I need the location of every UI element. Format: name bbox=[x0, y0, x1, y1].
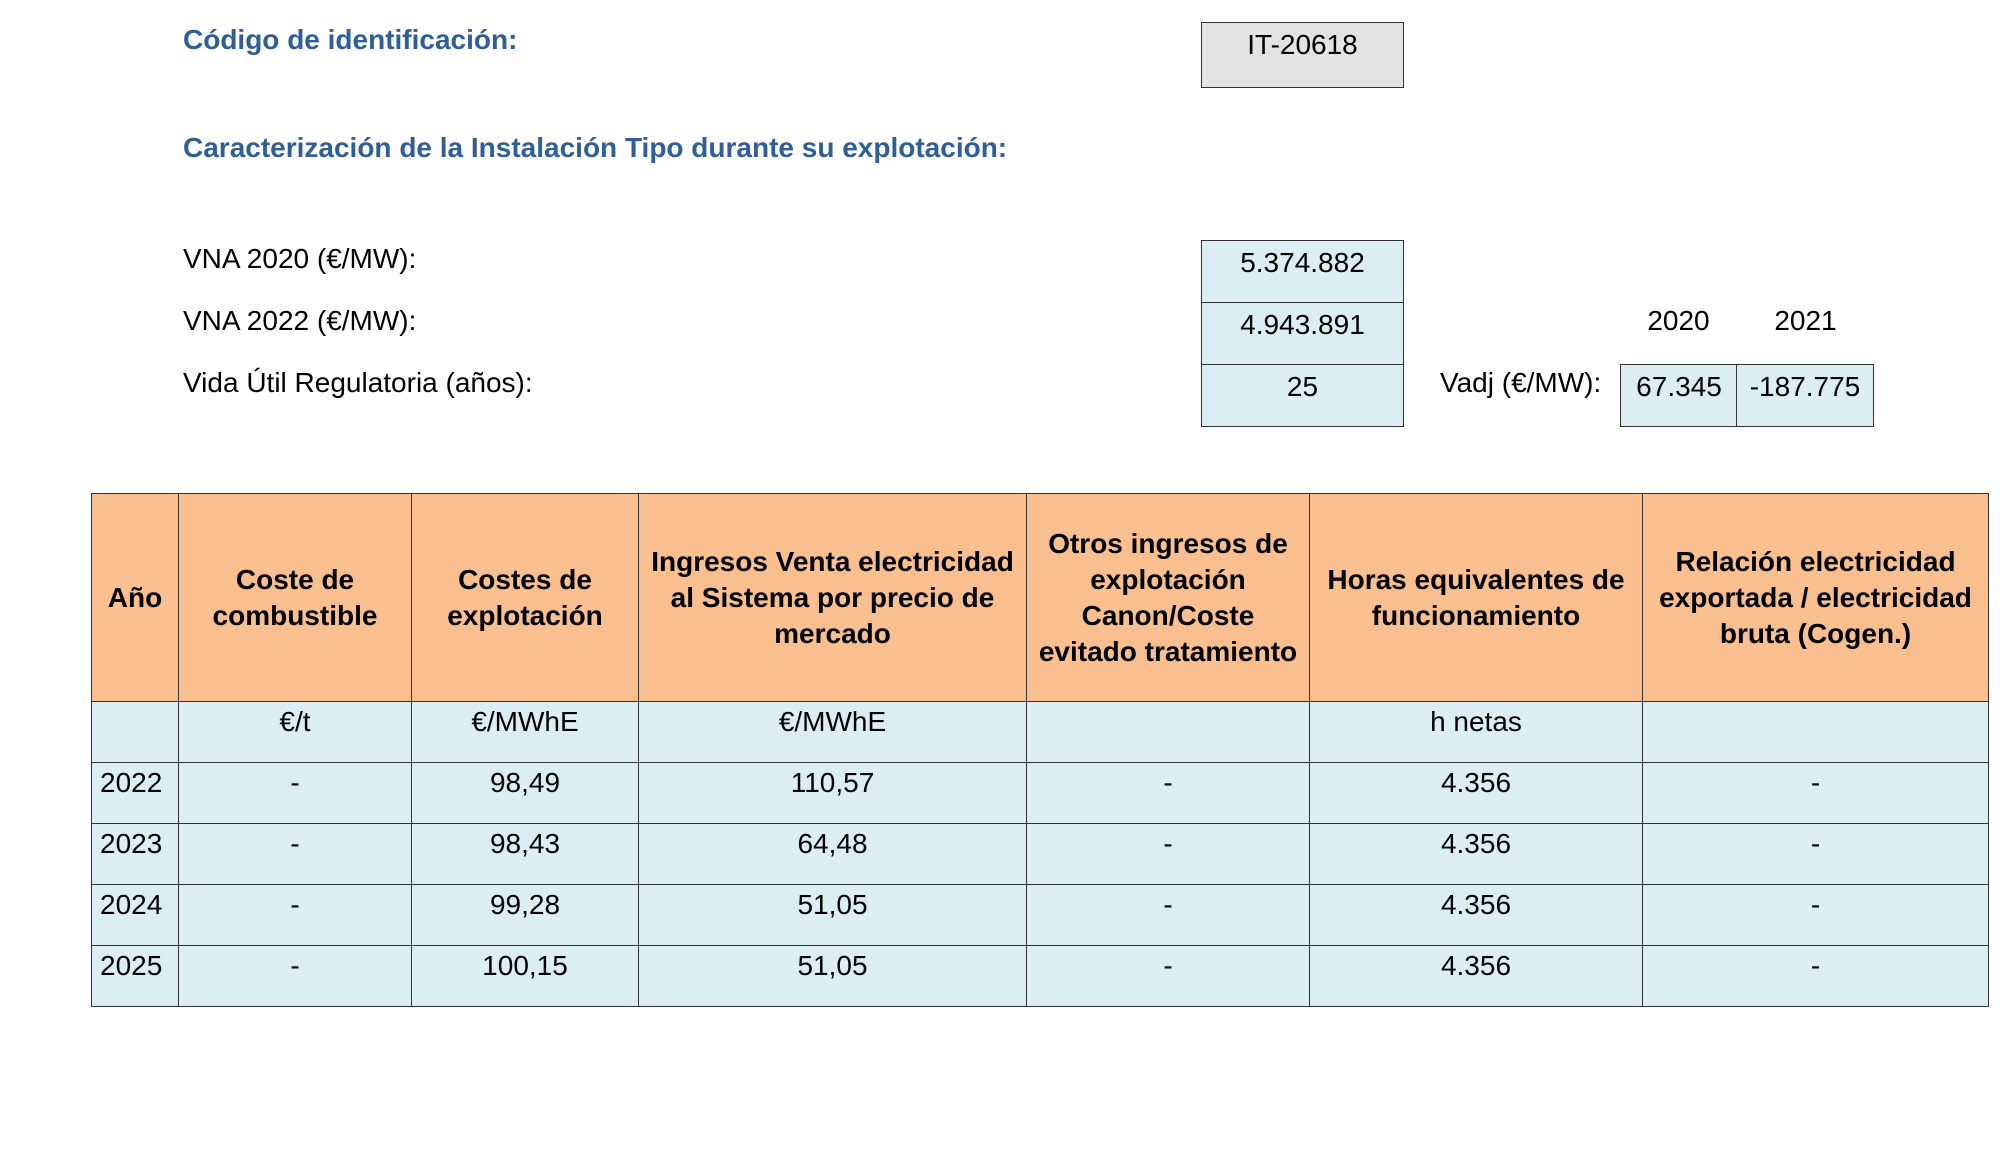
table-cell: 99,28 bbox=[412, 885, 639, 946]
table-cell: 98,49 bbox=[412, 763, 639, 824]
year-cell: 2022 bbox=[92, 763, 179, 824]
table-row bbox=[92, 824, 1989, 885]
table-cell: - bbox=[1643, 824, 1989, 885]
header-ingresos-venta: Ingresos Venta electricidad al Sistema por precio de mercado bbox=[639, 494, 1027, 702]
table-cell: 51,05 bbox=[639, 885, 1027, 946]
table-cell: - bbox=[1643, 946, 1989, 1007]
table-row bbox=[92, 885, 1989, 946]
vida-util-value: 25 bbox=[1201, 364, 1404, 427]
unit-cell: €/MWhE bbox=[412, 702, 639, 763]
unit-cell: h netas bbox=[1310, 702, 1643, 763]
unit-cell: €/MWhE bbox=[639, 702, 1027, 763]
vadj-value-2021: -187.775 bbox=[1736, 364, 1874, 427]
table-cell: - bbox=[1027, 763, 1310, 824]
vadj-year-2020: 2020 bbox=[1647, 305, 1710, 336]
vadj-label: Vadj (€/MW): bbox=[1440, 367, 1602, 398]
table-cell: - bbox=[179, 946, 412, 1007]
header-costes-explotacion: Costes de explotación bbox=[412, 494, 639, 702]
table-cell: - bbox=[1027, 946, 1310, 1007]
table-cell: 64,48 bbox=[639, 824, 1027, 885]
table-cell: - bbox=[1027, 824, 1310, 885]
table-header-row bbox=[92, 494, 1989, 702]
header-relacion-electricidad: Relación electricidad exportada / electricidad bruta (Cogen.) bbox=[1643, 494, 1989, 702]
header-ano: Año bbox=[92, 494, 179, 702]
table-cell: 4.356 bbox=[1310, 946, 1643, 1007]
vadj-value-2020: 67.345 bbox=[1620, 364, 1738, 427]
header-horas-equivalentes: Horas equivalentes de funcionamiento bbox=[1310, 494, 1643, 702]
unit-cell bbox=[1643, 702, 1989, 763]
table-units-row bbox=[92, 702, 1989, 763]
header-otros-ingresos: Otros ingresos de explotación Canon/Coste evitado tratamiento bbox=[1027, 494, 1310, 702]
vida-util-label: Vida Útil Regulatoria (años): bbox=[183, 367, 533, 398]
table-cell: 98,43 bbox=[412, 824, 639, 885]
unit-cell: €/t bbox=[179, 702, 412, 763]
table-cell: - bbox=[179, 824, 412, 885]
table-row bbox=[92, 763, 1989, 824]
explotacion-table bbox=[91, 493, 1989, 1007]
section-title: Caracterización de la Instalación Tipo durante su explotación: bbox=[183, 132, 1008, 163]
table-cell: 4.356 bbox=[1310, 885, 1643, 946]
year-cell: 2025 bbox=[92, 946, 179, 1007]
id-value-box: IT-20618 bbox=[1201, 22, 1404, 88]
table-cell: - bbox=[1643, 763, 1989, 824]
table-cell: 100,15 bbox=[412, 946, 639, 1007]
table-cell: - bbox=[179, 885, 412, 946]
table-row bbox=[92, 946, 1989, 1007]
unit-cell bbox=[92, 702, 179, 763]
vna2020-label: VNA 2020 (€/MW): bbox=[183, 243, 417, 274]
table-cell: - bbox=[1643, 885, 1989, 946]
vna2020-value: 5.374.882 bbox=[1201, 240, 1404, 303]
id-label: Código de identificación: bbox=[183, 24, 518, 55]
table-cell: 4.356 bbox=[1310, 824, 1643, 885]
header-coste-combustible: Coste de combustible bbox=[179, 494, 412, 702]
vna2022-value: 4.943.891 bbox=[1201, 302, 1404, 365]
table-cell: 51,05 bbox=[639, 946, 1027, 1007]
vna2022-label: VNA 2022 (€/MW): bbox=[183, 305, 417, 336]
table-cell: - bbox=[179, 763, 412, 824]
vadj-year-2021: 2021 bbox=[1774, 305, 1837, 336]
year-cell: 2023 bbox=[92, 824, 179, 885]
table-cell: 110,57 bbox=[639, 763, 1027, 824]
unit-cell bbox=[1027, 702, 1310, 763]
table-cell: - bbox=[1027, 885, 1310, 946]
year-cell: 2024 bbox=[92, 885, 179, 946]
table-cell: 4.356 bbox=[1310, 763, 1643, 824]
